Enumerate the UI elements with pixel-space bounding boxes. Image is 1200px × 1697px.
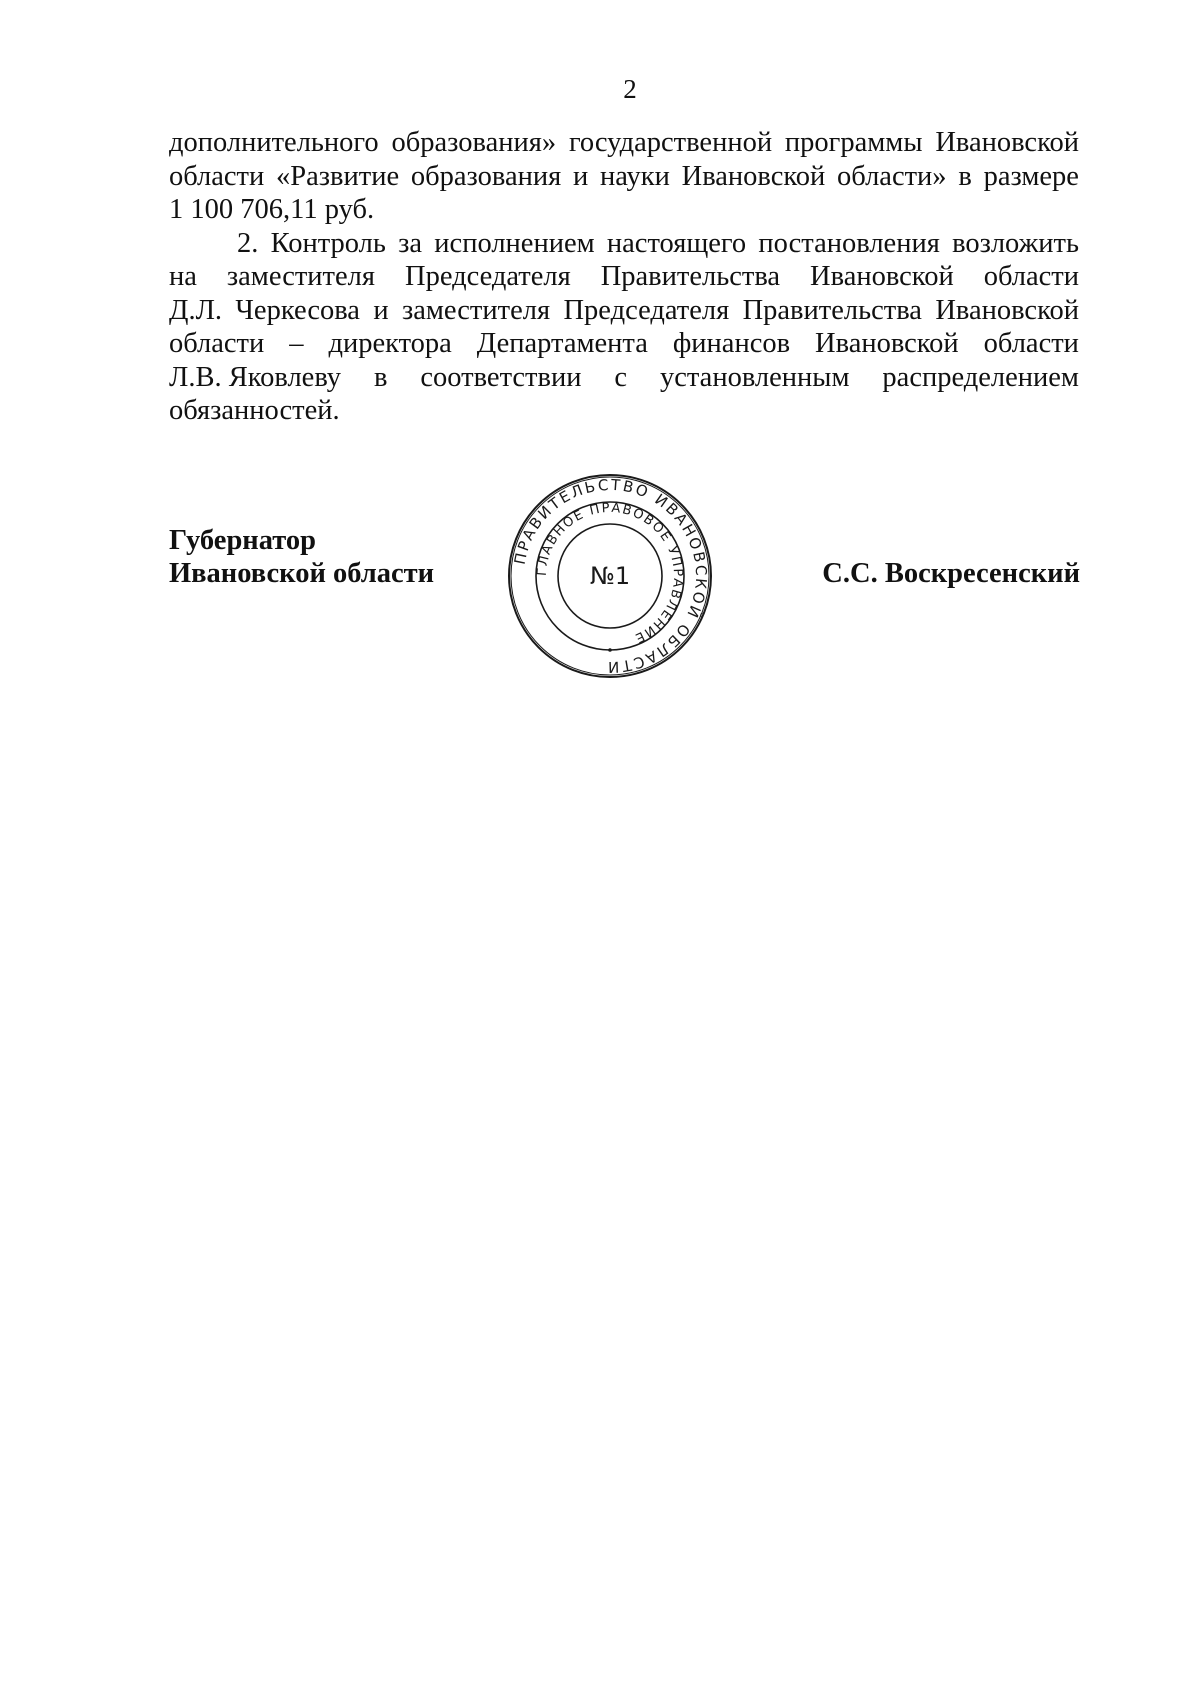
body-word: с	[614, 361, 628, 393]
body-word: заместителя	[401, 294, 551, 326]
body-line: 1 100 706,11 руб.	[169, 194, 375, 225]
body-word: дополнительного	[169, 127, 379, 158]
body-word: возложить	[952, 227, 1079, 259]
body-word: в	[958, 160, 972, 192]
body-line	[169, 327, 1079, 361]
body-word: области	[983, 328, 1079, 359]
body-word: размере	[983, 160, 1079, 192]
body-line	[169, 126, 1079, 160]
body-word: науки	[600, 160, 670, 192]
page-number: 2	[623, 74, 637, 104]
body-word: образования	[410, 160, 562, 192]
signatory-name: С.С. Воскресенский	[822, 558, 1080, 589]
body-word: области	[169, 160, 265, 192]
body-word: Правительства	[742, 294, 922, 326]
body-word: настоящего	[606, 227, 747, 259]
official-seal-stamp	[505, 471, 715, 681]
signatory-title-line1: Губернатор	[169, 525, 316, 556]
body-word: Председателя	[404, 261, 571, 292]
body-line	[169, 160, 1079, 194]
body-word: в	[374, 361, 388, 393]
body-word: 2.	[237, 227, 259, 259]
body-word: и	[573, 160, 589, 192]
body-word: и	[373, 294, 389, 326]
body-word: Ивановской	[681, 160, 826, 192]
body-line	[169, 227, 1079, 261]
body-word: государственной	[568, 127, 773, 158]
body-word: Контроль	[270, 227, 386, 259]
body-word: Председателя	[563, 294, 730, 326]
body-word: заместителя	[226, 261, 375, 292]
document-body	[169, 126, 1079, 428]
body-word: Д.Л.	[169, 294, 223, 326]
body-word: области	[169, 328, 265, 359]
body-word: соответствии	[420, 361, 582, 393]
body-word: Ивановской	[935, 294, 1079, 326]
body-line	[169, 260, 1079, 294]
body-word: директора	[328, 328, 452, 359]
body-word: финансов	[672, 328, 791, 359]
signatory-title-line2: Ивановской области	[169, 558, 435, 589]
body-word: области	[983, 261, 1079, 292]
body-word: постановления	[758, 227, 940, 259]
body-word: Черкесова	[235, 294, 360, 326]
body-word: за	[398, 227, 423, 259]
stamp-inner-text: ГЛАВНОЕ ПРАВОВОЕ УПРАВЛЕНИЕ	[534, 500, 686, 646]
body-word: области»	[837, 160, 947, 192]
body-line	[169, 361, 1079, 395]
body-line: обязанностей.	[169, 395, 340, 426]
body-word: Правительства	[600, 261, 781, 292]
body-word: Ивановской	[815, 328, 959, 359]
signatory-title	[169, 524, 434, 590]
body-word: Ивановской	[810, 261, 954, 292]
body-word: Ивановской	[935, 127, 1079, 158]
body-line	[169, 294, 1079, 328]
body-word: на	[169, 261, 197, 292]
body-word: исполнением	[434, 227, 595, 259]
body-word: –	[289, 328, 304, 359]
body-word: установленным	[659, 361, 850, 393]
body-word: образования»	[391, 127, 557, 158]
body-word: распределением	[882, 361, 1079, 393]
body-word: программы	[784, 127, 923, 158]
body-word: Л.В. Яковлеву	[169, 361, 342, 393]
body-word: Департамента	[476, 328, 648, 359]
body-word: «Развитие	[276, 160, 400, 192]
stamp-outer-text: ПРАВИТЕЛЬСТВО ИВАНОВСКОЙ ОБЛАСТИ	[510, 475, 711, 677]
stamp-number: №1	[589, 562, 631, 590]
